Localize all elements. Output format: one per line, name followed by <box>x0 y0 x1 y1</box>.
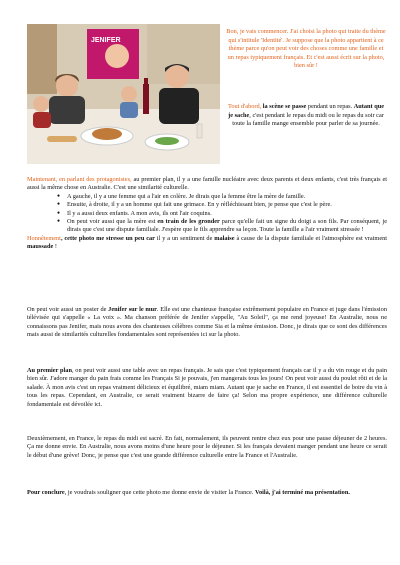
poster-text-a: On peut voir aussi un poster de <box>27 306 109 313</box>
table-text: , on peut voir aussi une table avec un repas français. Je sais que c'est typiquement français car il y a du vin rouge et du pain bien sûr. J'adore manger du pain frais comme les Français Si je pouvais, j'en mangerais tous les jours! On peut voir aussi du poulet rôti et de la salade. À mon avis c'est un repas vraiment délicieux et équilibré, miam miam. Autant que je sache en France, il est essentiel de boire du vin à tous les repas. Cependant, en Australie, ce serait vraiment bizarre de faire ça! Selon ma propre expérience, une différence culturelle fondamentale est dévoilée ici. <box>27 367 387 408</box>
mother-head <box>56 75 78 97</box>
poster-text: JENIFER <box>91 37 121 44</box>
scene-mid: pendant un repas. <box>307 103 353 110</box>
protagonists-section <box>27 176 387 252</box>
scene-bold1: la scène se passe <box>262 103 307 110</box>
conclusion-end: Voilà, j'ai terminé ma présentation. <box>254 489 350 496</box>
bread <box>47 136 77 142</box>
table-paragraph <box>27 367 387 409</box>
protagonists-list <box>27 193 387 235</box>
honesty-bold3: maussade <box>27 243 54 251</box>
second-paragraph: Deuxièmement, en France, le repas du midi est sacré. En fait, normalement, ils peuvent rentre chez eux pour une pause déjeuner de 2 heures. Ça me donne envie. En Australie, nous avons moins d'une heure pour le déjeuner. Si les français devaient manger pendant une heure ce serait le début d'une grève! Donc, je pense que c'est une grande différence culturelle entre la France et l'Australie. <box>27 435 387 459</box>
table-lead: Au premier plan <box>27 367 72 374</box>
scene-lead: Tout d'abord, <box>227 103 262 110</box>
family-meal-photo <box>27 24 220 164</box>
poster-face <box>105 44 129 68</box>
roast-chicken <box>92 128 122 140</box>
list-item: ● A gauche, il y a une femme qui a l'air en colère. Je dirais que la femme être la mère de famille. <box>67 193 387 201</box>
family-meal-illustration <box>27 24 220 164</box>
bullet-text-c: parce qu'elle fait un signe du doigt a son fils. Par conséquent, je dirais que c'est une dispute familiale. J'espère que le fils apprendre sa leçon. Toute la famille a l'air vraiment stressée ! <box>67 218 387 234</box>
honesty-paragraph <box>27 235 387 252</box>
conclusion-text: , je voudrais souligner que cette photo me donne envie de visiter la France. <box>64 489 255 496</box>
protagonists-text: au premier plan, il y a une famille nucléaire avec deux parents et deux enfants, c'est très français et aussi la même chose en Australie. C'est une similarité culturelle. <box>27 176 387 192</box>
wine-bottle-neck <box>144 78 148 86</box>
list-item <box>67 218 387 235</box>
honesty-lead: Honnêtement <box>27 234 61 242</box>
list-item: ● Il y a aussi deux enfants. A mon avis, ils ont l'air coquins. <box>67 210 387 218</box>
child-center-head <box>121 86 137 102</box>
cabinet <box>27 24 57 94</box>
honesty-mid2: à cause de la dispute familiale et l'atmosphère est vraiment <box>234 234 388 242</box>
list-item: ● Ensuite, à droite, il y a un homme qui fait une grimace. En y réfléchissant bien, je pense que c'est le père. <box>67 201 387 209</box>
bullet-text-bold: en train de les gronder <box>157 218 220 226</box>
bullet-text-a: On peut voir aussi que la mère est <box>67 218 158 226</box>
honesty-mid: il y a un sentiment de <box>154 234 215 242</box>
intro-paragraph: Bon, je vais commencer. J'ai choisi la photo qui traite du thème qui s'intitule 'Identité'. Je suppose que la photo appartient à ce thème parce qu'on peut voir des choses comme une famille et un repas typiquement français. Et c'est aussi écrit sur la photo, bien sûr ! <box>226 28 386 70</box>
child-center-body <box>120 102 138 118</box>
honesty-bold2: malaise <box>214 234 235 242</box>
poster-text-bold: Jenifer sur le mur <box>108 306 157 313</box>
poster-text-c: . Elle est une chanteuse française extrêmement populaire en France et juge dans l'émission télévisée qui s'appelle « La voix ». Ma chanson préférée de Jenifer s'appelle, "Au Soleil", ça me rend joyeuse! En Australie, nous ne connaissons pas Jenifer, mais nous avons des chanteuses célèbres comme Sia et la même émission. Donc, je dirais que ce sont des différences mais aussi de similarités culturelles fondamentales sont représentées ici sur la photo. <box>27 306 387 339</box>
child-left-body <box>33 112 51 128</box>
honesty-end: ! <box>53 243 57 251</box>
father-body <box>159 88 199 124</box>
child-left-head <box>33 96 49 112</box>
scene-paragraph <box>226 103 386 129</box>
scene-rest: , c'est pendant le repas du midi ou le repas du soir car toute la famille mange ensemble pour parler de sa journée. <box>232 111 384 128</box>
conclusion-paragraph <box>27 489 387 497</box>
mother-body <box>49 96 85 124</box>
protagonists-paragraph <box>27 176 387 193</box>
wine-bottle <box>143 84 149 114</box>
salad <box>155 137 179 145</box>
protagonists-lead: Maintenant, en parlant des protagonistes, <box>27 176 132 183</box>
wine-glass <box>197 124 202 138</box>
scene-bold2: Autant que je sache <box>228 103 385 119</box>
conclusion-lead: Pour conclure <box>27 489 65 496</box>
poster-paragraph <box>27 306 387 340</box>
honesty-bold: , cette photo me stresse un peu car <box>60 234 155 242</box>
